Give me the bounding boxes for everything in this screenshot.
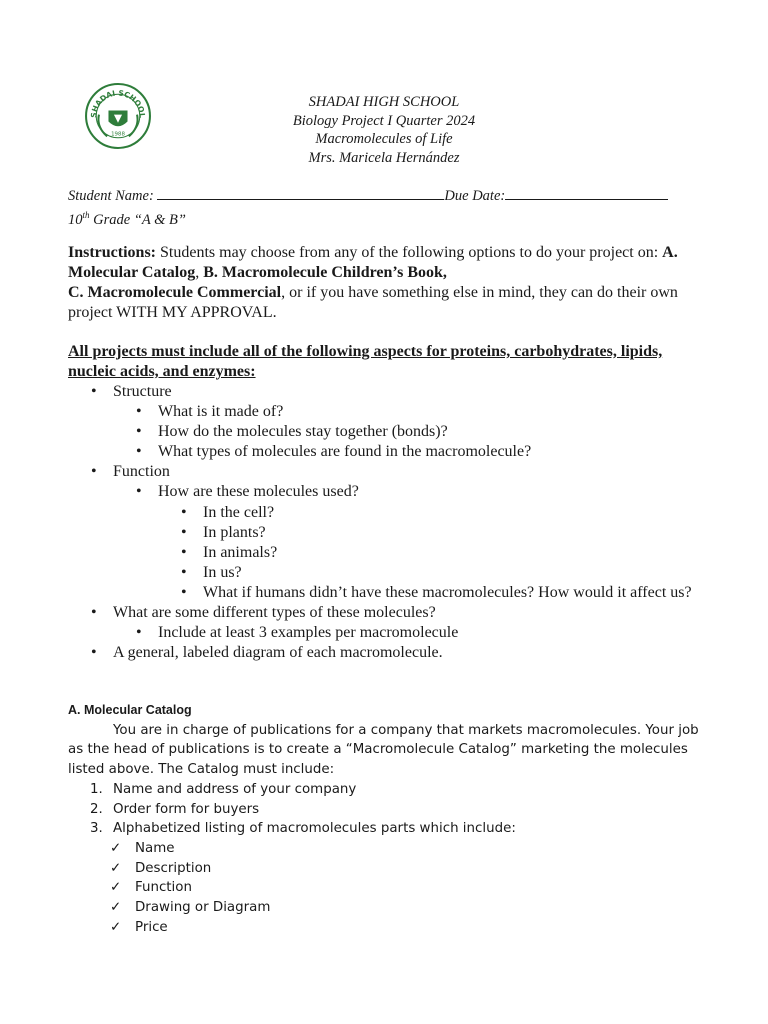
list-item: • Structure • What is it made of? • How do the molecules stay together (bonds)? • What types of molecules are found in the macromolecule? bbox=[113, 382, 708, 462]
option-c: C. Macromolecule Commercial bbox=[68, 284, 282, 301]
document-header bbox=[0, 93, 768, 167]
requirements-list bbox=[113, 382, 708, 663]
project-title: Biology Project I Quarter 2024 bbox=[292, 112, 476, 129]
due-date-field[interactable] bbox=[505, 187, 668, 200]
logo-year: 1988 bbox=[111, 131, 125, 138]
list-item: • What if humans didn’t have these macromolecules? How would it affect us? bbox=[203, 583, 708, 603]
list-item: • What types of molecules are found in the macromolecule? bbox=[158, 442, 708, 462]
section-a bbox=[68, 701, 708, 937]
instructions-label: Instructions: bbox=[68, 244, 157, 261]
student-name-label: Student Name: bbox=[68, 188, 154, 204]
requirements-heading: All projects must include all of the following aspects for proteins, carbohydrates, lipids, nucleic acids, and enzymes: bbox=[68, 343, 663, 380]
list-item: • A general, labeled diagram of each macromolecule. bbox=[113, 643, 708, 663]
list-item: • Include at least 3 examples per macromolecule bbox=[158, 623, 708, 643]
instructions-block: Instructions: Students may choose from any of the following options to do your project on: A. Molecular Catalog, B. Macromolecule Children’s Book, C. Macromolecule Commercial, or if you have something else in mind, they can do their own project WITH MY APPROVAL. bbox=[68, 244, 678, 321]
checkmark-icon: ✓ bbox=[110, 860, 122, 876]
grade-line: 10th Grade “A & B” bbox=[68, 209, 186, 228]
list-item: 2. Order form for buyers bbox=[90, 801, 260, 817]
list-item: 3. Alphabetized listing of macromolecules parts which include: bbox=[90, 821, 516, 837]
list-item: • What is it made of? bbox=[158, 402, 708, 422]
checkmark-icon: ✓ bbox=[110, 919, 122, 935]
checkmark-icon: ✓ bbox=[110, 880, 122, 896]
list-item: ✓ Description bbox=[135, 859, 708, 879]
checkmark-icon: ✓ bbox=[110, 900, 122, 916]
list-item: • Function • How are these molecules used? • In the cell? • In plants? • In animals? • In us? • What if humans didn’t have these macromolecules? How would it affect us? bbox=[113, 462, 708, 603]
logo-text: SHADAI SCHOOL bbox=[89, 88, 147, 119]
list-item: • In plants? bbox=[203, 523, 708, 543]
list-item: • What are some different types of these molecules? • Include at least 3 examples per macromolecule bbox=[113, 603, 708, 643]
option-a: A. Molecular Catalog bbox=[68, 244, 678, 281]
list-item: ✓ Name bbox=[135, 839, 708, 859]
school-name: SHADAI HIGH SCHOOL bbox=[308, 94, 460, 110]
list-item: • In animals? bbox=[203, 543, 708, 563]
list-item: ✓ Drawing or Diagram bbox=[135, 898, 708, 918]
due-date-label: Due Date: bbox=[444, 188, 506, 204]
teacher-name: Mrs. Maricela Hernández bbox=[308, 149, 460, 166]
list-item: • In the cell? bbox=[203, 503, 708, 523]
list-item: • How do the molecules stay together (bonds)? bbox=[158, 422, 708, 442]
list-item: ✓ Price bbox=[135, 918, 708, 938]
list-item: • In us? bbox=[203, 563, 708, 583]
student-name-field[interactable] bbox=[157, 187, 444, 200]
project-topic: Macromolecules of Life bbox=[315, 131, 453, 147]
option-b: B. Macromolecule Children’s Book, bbox=[203, 264, 447, 281]
checkmark-icon: ✓ bbox=[110, 840, 122, 856]
section-a-paragraph: You are in charge of publications for a company that markets macromolecules. Your job as the head of publications is to create a “Macromolecule Catalog” marketing the molecules listed above. The Catalog must include: bbox=[68, 722, 699, 778]
section-a-title: A. Molecular Catalog bbox=[68, 703, 192, 717]
list-item: • How are these molecules used? • In the cell? • In plants? • In animals? • In us? • What if humans didn’t have these macromolecules? How would it affect us? bbox=[158, 482, 708, 603]
list-item: 1. Name and address of your company bbox=[90, 781, 357, 797]
student-info bbox=[68, 187, 708, 229]
list-item: ✓ Function bbox=[135, 878, 708, 898]
